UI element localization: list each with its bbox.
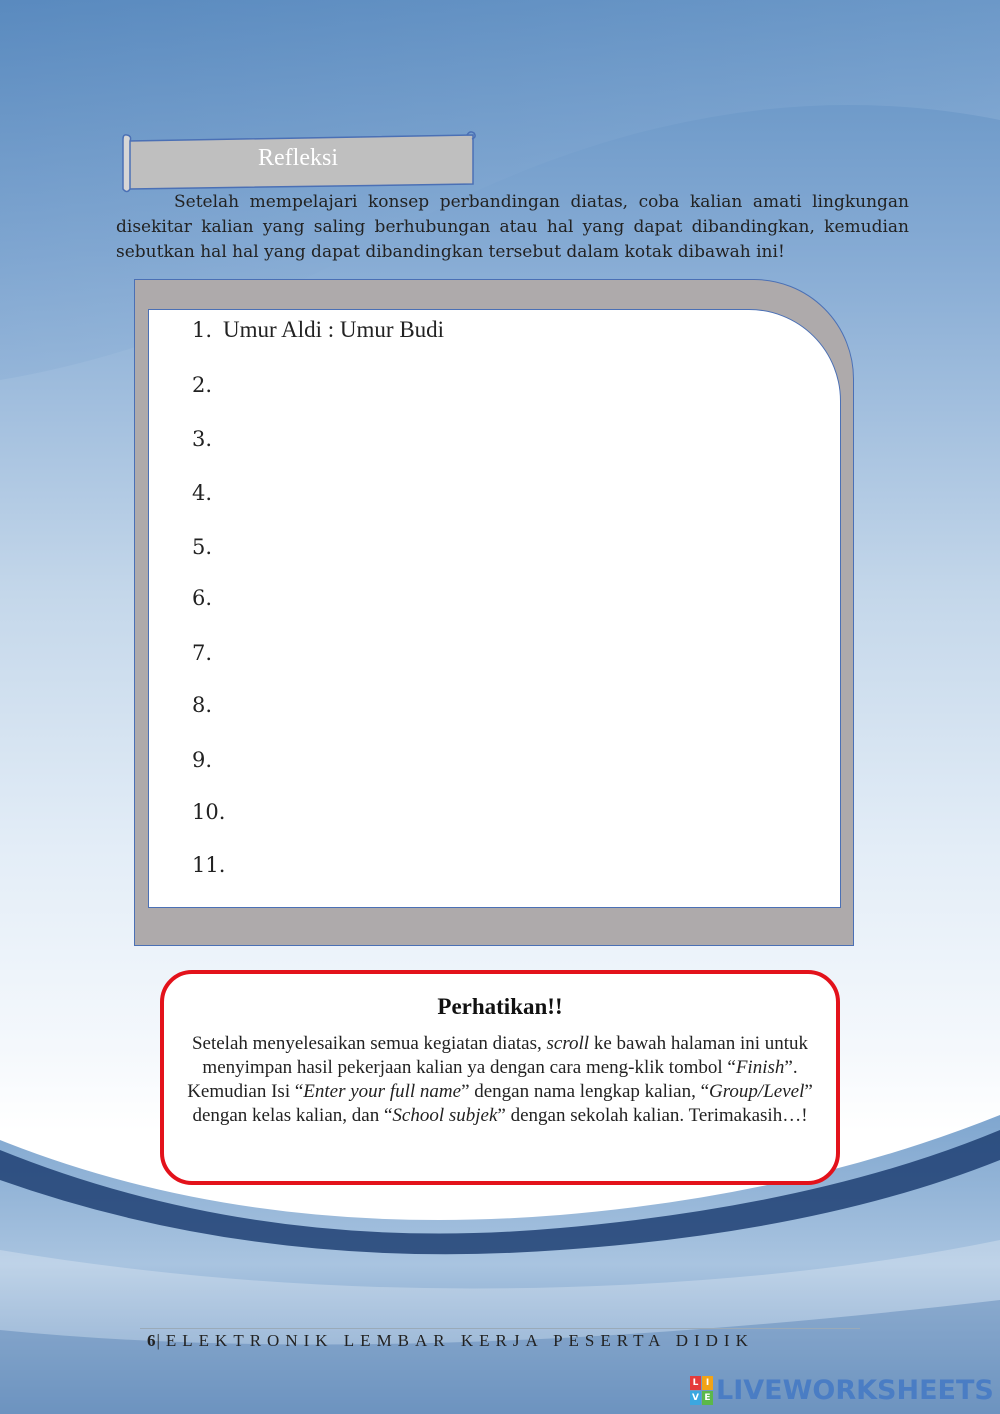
notice-box [160, 970, 840, 1185]
banner-title: Refleksi [258, 145, 338, 171]
item-number: 11. [192, 853, 226, 877]
list-item[interactable] [192, 585, 223, 611]
logo-letter: L [690, 1376, 701, 1390]
item-number: 6. [192, 586, 213, 610]
logo-letter: E [702, 1391, 713, 1405]
list-item[interactable] [192, 372, 223, 398]
logo-letter: V [690, 1391, 701, 1405]
answer-box [148, 309, 841, 908]
notice-text-part: ” dengan kelas kalian, dan “ [192, 1081, 813, 1126]
item-number: 10. [192, 800, 226, 824]
item-answer[interactable]: Umur Aldi : Umur Budi [223, 317, 445, 342]
notice-text [185, 1032, 815, 1128]
list-item[interactable] [192, 692, 223, 718]
list-item[interactable] [192, 852, 226, 878]
logo-letter: I [702, 1376, 713, 1390]
instruction-paragraph [116, 190, 909, 265]
notice-text-part: ”. Kemudian Isi “ [187, 1057, 798, 1102]
footer-divider [140, 1328, 860, 1329]
item-number: 7. [192, 641, 213, 665]
list-item[interactable] [192, 534, 223, 560]
instruction-text: Setelah mempelajari konsep perbandingan diatas, coba kalian amati lingkungan disekitar kalian yang saling berhubungan atau hal yang dapat dibandingkan, kemudian sebutkan hal hal yang dapat dibandingkan tersebut dalam kotak dibawah ini! [116, 192, 909, 262]
item-number: 3. [192, 427, 213, 451]
item-number: 9. [192, 748, 213, 772]
footer-separator: | [156, 1331, 166, 1350]
list-item[interactable] [192, 317, 444, 343]
list-item[interactable] [192, 747, 223, 773]
page-footer [147, 1331, 754, 1351]
list-item[interactable] [192, 426, 223, 452]
notice-text-part: ke bawah halaman ini untuk menyimpan hasil pekerjaan kalian ya dengan cara meng-klik tombol “ [202, 1033, 809, 1078]
list-item[interactable] [192, 640, 223, 666]
liveworksheets-watermark [690, 1374, 994, 1406]
watermark-text: LIVEWORKSHEETS [716, 1374, 994, 1406]
notice-text-enter-name: Enter your full name [303, 1081, 462, 1102]
section-banner [122, 131, 474, 186]
notice-text-school-subject: School subjek [392, 1105, 498, 1126]
liveworksheets-logo-icon [690, 1376, 712, 1404]
notice-text-part: ” dengan nama lengkap kalian, “ [461, 1081, 710, 1102]
item-number: 1. [192, 318, 213, 342]
item-number: 8. [192, 693, 213, 717]
page-number: 6 [147, 1331, 157, 1350]
notice-title: Perhatikan!! [437, 994, 563, 1019]
item-number: 4. [192, 481, 213, 505]
item-number: 2. [192, 373, 213, 397]
notice-text-part: ” dengan sekolah kalian. Terimakasih…! [497, 1105, 808, 1126]
notice-text-finish: Finish [735, 1057, 785, 1078]
notice-text-scroll: scroll [546, 1033, 590, 1054]
item-number: 5. [192, 535, 213, 559]
notice-text-group-level: Group/Level [709, 1081, 805, 1102]
notice-text-part: Setelah menyelesaikan semua kegiatan diatas, [191, 1033, 547, 1054]
list-item[interactable] [192, 799, 226, 825]
footer-title: ELEKTRONIK LEMBAR KERJA PESERTA DIDIK [165, 1331, 754, 1350]
list-item[interactable] [192, 480, 223, 506]
